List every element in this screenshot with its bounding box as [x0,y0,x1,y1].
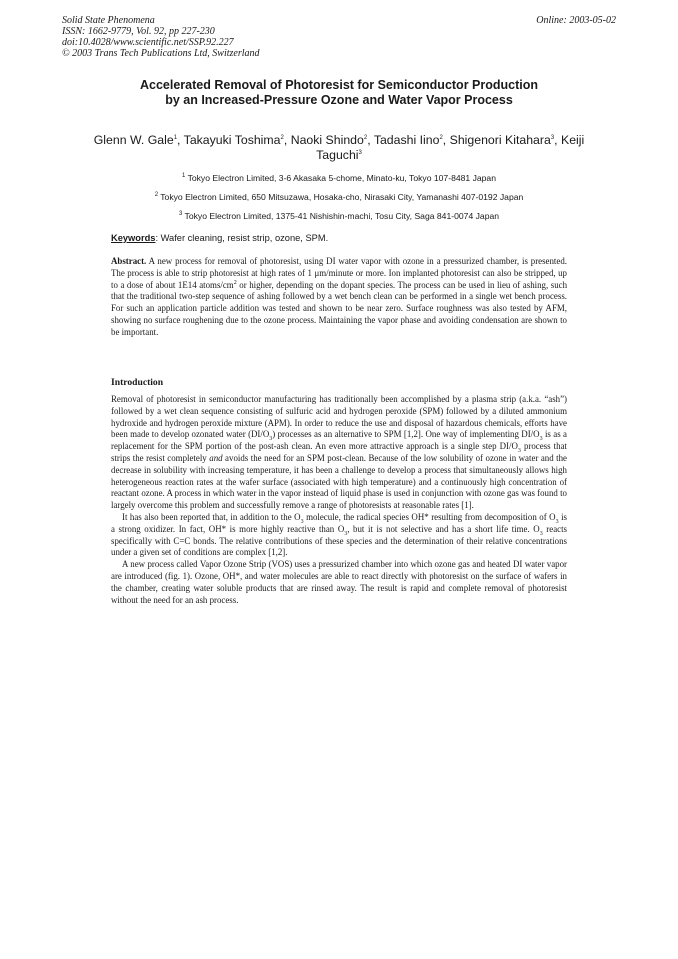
author: Glenn W. Gale$^1$, [93,133,184,147]
keywords-text: Wafer cleaning, resist strip, ozone, SPM. [160,233,329,243]
affiliation-1: $^1$ Tokyo Electron Limited, 3-6 Akasaka 5-chome, Minato-ku, Tokyo 107-8481 Japan [181,173,496,183]
author: Shigenori Kitahara$^3$, [449,133,562,147]
copyright-line: © 2003 Trans Tech Publications Ltd, Switzerland [62,48,260,59]
author: Keiji Taguchi$^3$ [316,133,585,162]
issn-line: ISSN: 1662-9779, Vol. 92, pp 227-230 [62,26,215,37]
journal-name: Solid State Phenomena [62,15,155,26]
title-line-1: Accelerated Removal of Photoresist for Semiconductor Production [140,78,538,92]
intro-paragraph-1: Removal of photoresist in semiconductor manufacturing has traditionally been accomplished by a plasma strip (a.k.a. “ash”) followed by a wet clean sequence consisting of sulfuric acid and hydrogen peroxide (SPM) followed by a diluted ammonium hydroxide and hydrogen peroxide mixture (APM). In order to reduce the use and disposal of hazardous chemicals, efforts have been made to develop ozonated water $(DI/O_3)$ processes as an alternative to SPM [1,2]. One way of implementing $DI/O_3$ is as a replacement for the SPM portion of the post-ash clean. An even more attractive approach is a single step $DI/O_3$ process that strips the resist completely and avoids the need for an SPM post-clean. Because of the low solubility of ozone in water and the decrease in solubility with increasing temperature, it has been a challenge to develop a process that simultaneously allows high heterogeneous reaction rates at the wafer surface (associated with high temperature) and a continuously high concentration of reactant ozone. A process in which water in the vapor instead of liquid phase is used in conjunction with ozone gas was found to largely overcome this problem and successfully remove a range of photoresists at reasonable rates [1]. [111,394,567,511]
author: Tadashi Iino$^2$, [373,133,450,147]
title-line-2: by an Increased-Pressure Ozone and Water Vapor Process [165,93,513,107]
abstract-label: Abstract. [111,256,147,266]
paper-title [80,78,598,108]
author-list [70,133,608,163]
keywords-label: Keywords [111,233,156,243]
doi-line: doi:10.4028/www.scientific.net/SSP.92.227 [62,37,234,48]
introduction-heading: Introduction [111,377,164,388]
author: Takayuki Toshima$^2$, [183,133,291,147]
affiliation-2: $^2$ Tokyo Electron Limited, 650 Mitsuzawa, Hosaka-cho, Nirasaki City, Yamanashi 407-0192 Japan [154,192,524,202]
online-date: Online: 2003-05-02 [536,15,616,26]
author: Naoki Shindo$^2$, [290,133,374,147]
abstract [111,256,567,339]
keywords: Keywords: Wafer cleaning, resist strip, ozone, SPM. [111,233,329,243]
affiliation-3: $^3$ Tokyo Electron Limited, 1375-41 Nishishin-machi, Tosu City, Saga 841-0074 Japan [178,211,500,221]
journal-header [62,15,260,59]
introduction-body [111,394,567,606]
intro-paragraph-3: A new process called Vapor Ozone Strip (VOS) uses a pressurized chamber into which ozone gas and heated DI water vapor are introduced (fig. 1). Ozone, OH*, and water molecules are able to react directly with photoresist on the surface of wafers in the chamber, creating water soluble products that are rinsed away. The result is rapid and complete removal of photoresist without the need for an ash process. [111,559,567,605]
abstract-paragraph: Abstract. A new process for removal of photoresist, using DI water vapor with ozone in a pressurized chamber, is presented. The process is able to strip photoresist at high rates of 1 μm/minute or more. Ion implanted photoresist can also be stripped, up to a dose of about 1E14 atoms/$cm^2$ or higher, depending on the dopant species. The process can be used in lieu of ashing, such that the traditional two-step sequence of ashing followed by a wet bench clean can be performed in a single wet bench process. For such an application particle addition was tested and shown to be near zero. Surface roughness was also tested by AFM, showing no surface roughening due to the ozone process. Maintaining the vapor phase and avoiding condensation are shown to be important. [111,256,568,337]
affiliations [70,169,608,226]
intro-paragraph-2: It has also been reported that, in addition to the $O_3$ molecule, the radical species OH* resulting from decomposition of $O_3$ is a strong oxidizer. In fact, OH* is more highly reactive than $O_3$, but it is not selective and has a short life time. $O_3$ reacts specifically with C=C bonds. The relative contributions of these species and the determination of their relative concentrations under a given set of conditions are complex [1,2]. [111,511,567,558]
